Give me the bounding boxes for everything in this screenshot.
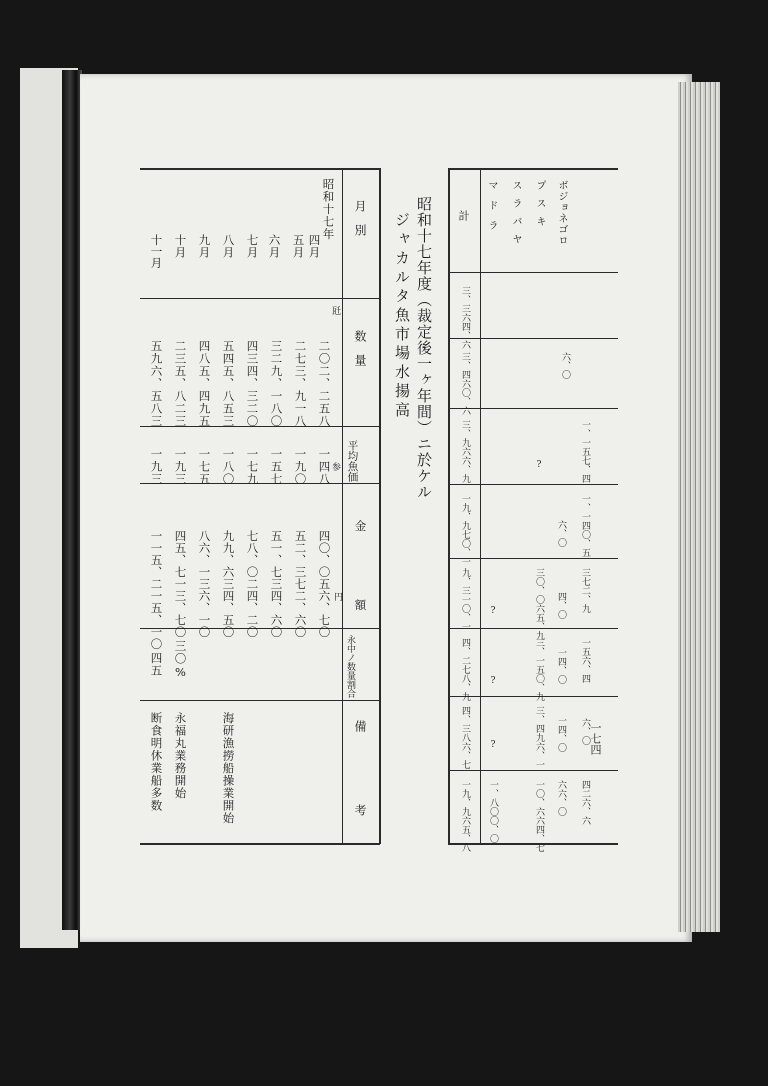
total-divider bbox=[480, 168, 481, 844]
month-label: 八月 bbox=[221, 234, 236, 259]
fish-cell: 六、〇 bbox=[560, 352, 570, 379]
avg-price-cell: 一五七 bbox=[269, 448, 284, 486]
fish-cell: ? bbox=[488, 606, 498, 616]
row-rule bbox=[140, 700, 380, 701]
avg-price-cell: 一七九 bbox=[245, 448, 260, 486]
avg-price-cell: 一四八 bbox=[317, 448, 332, 486]
row-rule bbox=[140, 298, 380, 299]
fish-table-top-rule bbox=[448, 168, 618, 170]
month-label: 五月 bbox=[291, 234, 306, 259]
year-label: 昭和十七年 bbox=[321, 178, 336, 241]
month-label: 九月 bbox=[197, 234, 212, 259]
fish-cell: ? bbox=[534, 460, 544, 470]
document-page bbox=[80, 74, 692, 942]
fish-cell: 一〇、六六四、七 bbox=[534, 780, 544, 852]
row-rule bbox=[448, 770, 618, 771]
header-ratio: 永中ノ数量割合 bbox=[345, 635, 355, 698]
header-month: 月 別 bbox=[353, 200, 367, 236]
table-right-rule bbox=[379, 168, 381, 844]
table-top-rule bbox=[140, 168, 380, 170]
row-rule bbox=[448, 338, 618, 339]
month-label: 六月 bbox=[267, 234, 282, 259]
quantity-cell: 四八五、四九五 bbox=[197, 340, 212, 428]
fish-cell: 九、三一〇、一 bbox=[460, 568, 470, 631]
fish-cell: 六、〇 bbox=[580, 718, 590, 745]
ratio-cell: 三〇% bbox=[173, 640, 188, 680]
quantity-cell: 二三五、八二三 bbox=[173, 340, 188, 428]
fish-cell: 六、〇 bbox=[556, 520, 566, 547]
amount-cell: 九九、六三四、五〇 bbox=[221, 530, 236, 638]
page-number: 一七四 bbox=[589, 722, 602, 755]
quantity-cell: 五四五、八五三 bbox=[221, 340, 236, 428]
fish-table-bottom-rule bbox=[448, 843, 618, 845]
amount-unit: 円 bbox=[332, 592, 342, 601]
avg-price-cell: 一九三 bbox=[149, 448, 164, 486]
page-stack-edge bbox=[678, 82, 720, 932]
row-rule bbox=[448, 696, 618, 697]
month-label: 十一月 bbox=[149, 234, 164, 269]
fish-cell: ? bbox=[488, 676, 498, 686]
avg-price-unit: 参 bbox=[330, 462, 340, 471]
row-rule bbox=[448, 408, 618, 409]
amount-cell: 八六、一三六、一〇 bbox=[197, 530, 212, 638]
month-label: 四月 bbox=[307, 234, 322, 259]
fish-cell: 一四、〇 bbox=[556, 716, 566, 752]
fish-cell: 四、〇 bbox=[556, 592, 566, 619]
fish-cell: 一九、九七〇、一 bbox=[460, 494, 470, 566]
amount-cell: 四五、七一三、七〇 bbox=[173, 530, 188, 638]
fish-cell: 三、九六六、九 bbox=[460, 420, 470, 483]
fish-cell: 一五六、四 bbox=[580, 638, 590, 683]
fish-cell: 六六、〇 bbox=[556, 780, 566, 816]
amount-cell: 四〇、〇五六、七〇 bbox=[317, 530, 332, 638]
page-subtitle: ジャカルタ魚市場水揚高 bbox=[393, 212, 411, 421]
amount-cell: 五二、三七二、六〇 bbox=[293, 530, 308, 638]
header-amount: 金 額 bbox=[353, 520, 368, 639]
fish-cell: 一四、〇 bbox=[556, 648, 566, 684]
remark-cell: 断食明休業船多数 bbox=[149, 712, 164, 812]
fish-cell: 四、二七八、九 bbox=[460, 638, 470, 701]
page-title: 昭和十七年度（裁定後一ヶ年間）ニ於ケル bbox=[415, 196, 433, 500]
fish-cell: 三、四六〇、六 bbox=[460, 352, 470, 415]
fish-cell: 三、一五〇、九 bbox=[534, 638, 544, 701]
month-label: 十月 bbox=[173, 234, 188, 259]
fish-name: スラバヤ bbox=[510, 180, 521, 252]
header-quantity: 数 量 bbox=[353, 330, 367, 366]
fish-cell: 三、四九六、一 bbox=[534, 706, 544, 769]
fish-cell: 三七二、九 bbox=[580, 568, 590, 613]
amount-cell: 五一、七三四、六〇 bbox=[269, 530, 284, 638]
remark-cell: 海研漁撈船操業開始 bbox=[221, 712, 236, 825]
ratio-cell: 四五 bbox=[149, 652, 164, 677]
book-spine bbox=[62, 70, 82, 930]
fish-cell: 一、八〇〇、〇 bbox=[488, 780, 498, 843]
avg-price-cell: 一九三 bbox=[173, 448, 188, 486]
fish-cell: ? bbox=[488, 740, 498, 750]
row-rule bbox=[448, 558, 618, 559]
fish-name: ボジョネゴロ bbox=[556, 180, 567, 246]
fish-name: マドラ bbox=[486, 180, 497, 240]
quantity-cell: 三二九、一八〇 bbox=[269, 340, 284, 428]
row-rule bbox=[448, 628, 618, 629]
avg-price-cell: 一七五 bbox=[197, 448, 212, 486]
fish-table-left-rule bbox=[448, 168, 450, 844]
remark-cell: 永福丸業務開始 bbox=[173, 712, 188, 800]
fish-cell: 四、三八六、七 bbox=[460, 706, 470, 769]
header-divider bbox=[342, 168, 343, 844]
header-remarks: 備 考 bbox=[353, 720, 367, 846]
table-bottom-rule bbox=[140, 843, 380, 845]
quantity-cell: 二七三、九一八 bbox=[293, 340, 308, 428]
quantity-cell: 二〇二、二五八 bbox=[317, 340, 332, 428]
row-rule bbox=[448, 484, 618, 485]
month-label: 七月 bbox=[245, 234, 260, 259]
fish-cell: 三、三六四、六 bbox=[460, 286, 470, 349]
amount-cell: 一一五、二一五、一〇 bbox=[149, 530, 164, 650]
avg-price-cell: 一九〇 bbox=[293, 448, 308, 486]
fish-name-total: 計 bbox=[457, 210, 470, 222]
fish-cell: 一九、九六五、八 bbox=[460, 780, 470, 852]
row-rule bbox=[448, 272, 618, 273]
header-avg-price: 平均魚価 bbox=[346, 440, 359, 482]
amount-cell: 七八、〇二四、二〇 bbox=[245, 530, 260, 638]
fish-cell: 一、一五七、四 bbox=[580, 420, 590, 483]
avg-price-cell: 一八〇 bbox=[221, 448, 236, 486]
fish-name: プスキ bbox=[534, 180, 545, 234]
fish-cell: 一、一四〇、五 bbox=[580, 494, 590, 557]
fish-cell: 三〇、〇六五、九 bbox=[534, 568, 544, 640]
quantity-unit: 瓩 bbox=[330, 306, 340, 315]
quantity-cell: 五九六、五八三 bbox=[149, 340, 164, 428]
fish-cell: 四二六、六 bbox=[580, 780, 590, 825]
quantity-cell: 四三四、三二〇 bbox=[245, 340, 260, 428]
